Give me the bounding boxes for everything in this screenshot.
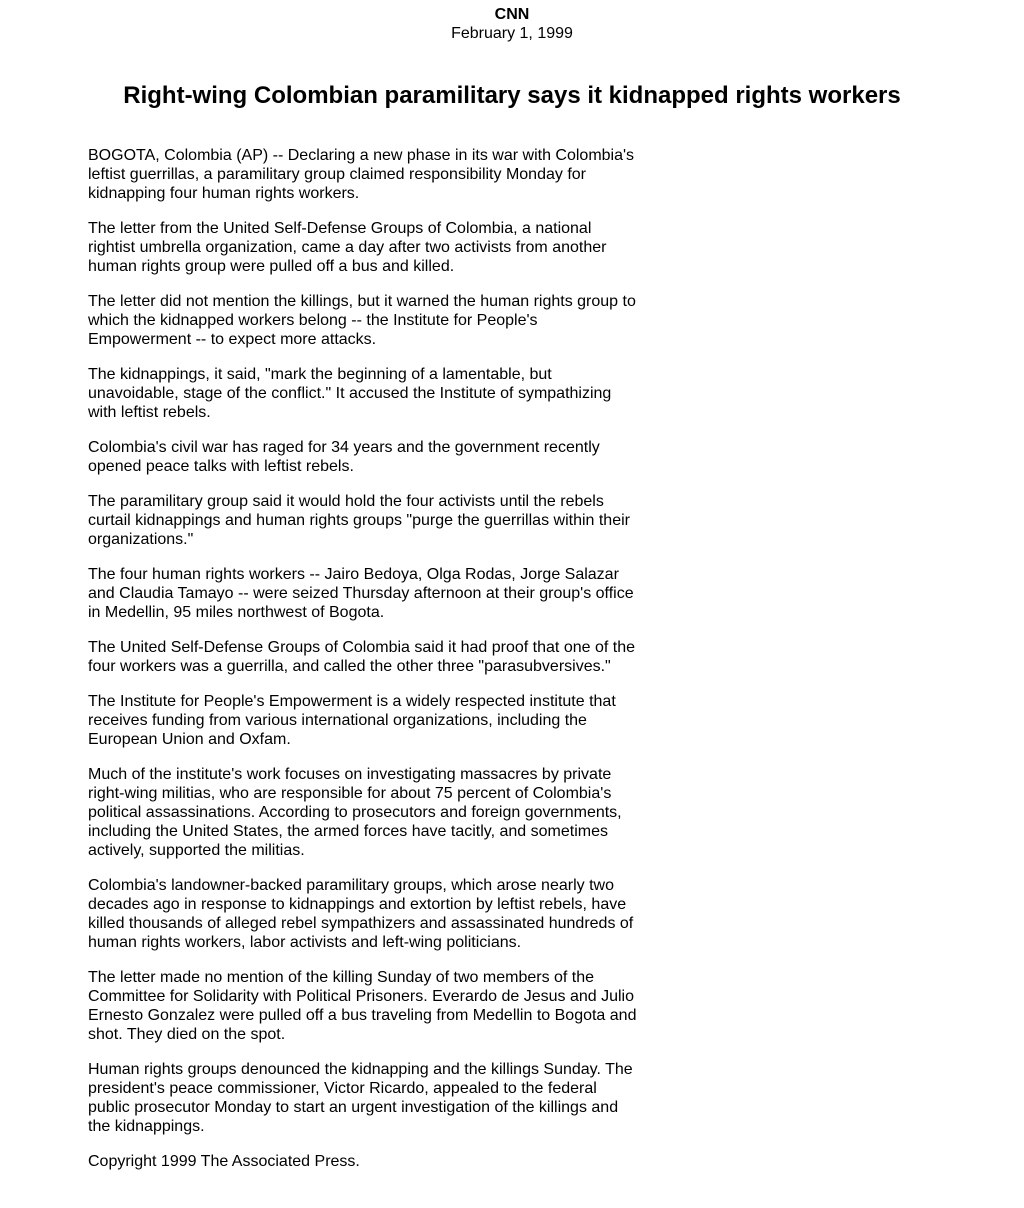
- article-paragraph: Much of the institute's work focuses on investigating massacres by private right-wing militias, who are responsible for about 75 percent of Colombia's political assassinations. According to prosecutors and foreign governments, including the United States, the armed forces have tacitly, and sometimes actively, supported the militias.: [88, 766, 622, 859]
- article-paragraph: The four human rights workers -- Jairo Bedoya, Olga Rodas, Jorge Salazar and Claudia Tamayo -- were seized Thursday afternoon at their group's office in Medellin, 95 miles northwest of Bogota.: [88, 566, 634, 621]
- article-paragraph: BOGOTA, Colombia (AP) -- Declaring a new phase in its war with Colombia's leftist guerrillas, a paramilitary group claimed responsibility Monday for kidnapping four human rights workers.: [88, 147, 635, 202]
- article-paragraph: The Institute for People's Empowerment is a widely respected institute that receives funding from various international organizations, including the European Union and Oxfam.: [88, 693, 616, 748]
- article-paragraph: The kidnappings, it said, "mark the beginning of a lamentable, but unavoidable, stage of the conflict." It accused the Institute of sympathizing with leftist rebels.: [88, 366, 612, 421]
- masthead: [0, 5, 1024, 43]
- article-paragraph: The letter did not mention the killings, but it warned the human rights group to which the kidnapped workers belong -- the Institute for People's Empowerment -- to expect more attacks.: [88, 293, 636, 348]
- copyright-notice: Copyright 1999 The Associated Press.: [88, 1153, 360, 1170]
- article-paragraph: Colombia's civil war has raged for 34 years and the government recently opened peace talks with leftist rebels.: [88, 439, 600, 475]
- article-paragraph: The paramilitary group said it would hold the four activists until the rebels curtail kidnappings and human rights groups "purge the guerrillas within their organizations.": [88, 493, 630, 548]
- news-source: CNN: [494, 6, 530, 23]
- article-paragraph: The United Self-Defense Groups of Colombia said it had proof that one of the four workers was a guerrilla, and called the other three "parasubversives.": [88, 639, 635, 675]
- article-paragraph: The letter made no mention of the killing Sunday of two members of the Committee for Solidarity with Political Prisoners. Everardo de Jesus and Julio Ernesto Gonzalez were pulled off a bus traveling from Medellin to Bogota and shot. They died on the spot.: [88, 969, 637, 1043]
- article-paragraph: Colombia's landowner-backed paramilitary groups, which arose nearly two decades ago in response to kidnappings and extortion by leftist rebels, have killed thousands of alleged rebel sympathizers and assassinated hundreds of human rights workers, labor activists and left-wing politicians.: [88, 877, 634, 951]
- article-paragraph: The letter from the United Self-Defense Groups of Colombia, a national rightist umbrella organization, came a day after two activists from another human rights group were pulled off a bus and killed.: [88, 220, 607, 275]
- article-headline: Right-wing Colombian paramilitary says it kidnapped rights workers: [123, 82, 901, 109]
- publication-date: February 1, 1999: [451, 25, 573, 42]
- article-body: [88, 146, 638, 1187]
- article-paragraph: Human rights groups denounced the kidnapping and the killings Sunday. The president's peace commissioner, Victor Ricardo, appealed to the federal public prosecutor Monday to start an urgent investigation of the killings and the kidnappings.: [88, 1061, 633, 1135]
